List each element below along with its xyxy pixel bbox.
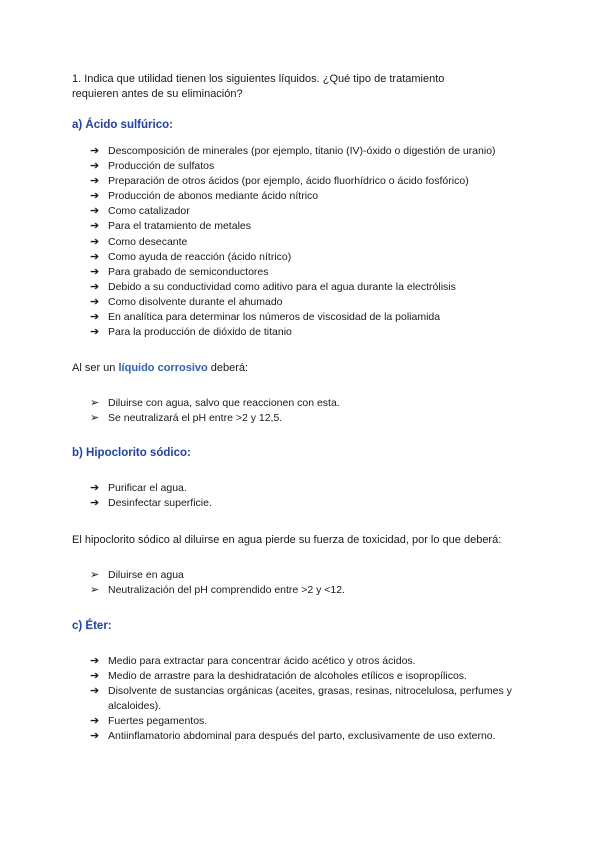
list-item — [90, 481, 530, 496]
arrow-bullet-icon: ➔ — [90, 670, 100, 683]
list-item-text: Neutralización del pH comprendido entre >2 y <12. — [108, 584, 345, 597]
list-item — [90, 396, 530, 411]
arrow-bullet-icon: ➔ — [90, 311, 100, 324]
chevron-bullet-icon: ➢ — [90, 584, 100, 597]
section-c-uses-list — [90, 654, 530, 745]
section-a-uses-list — [90, 144, 530, 340]
chevron-bullet-icon: ➢ — [90, 569, 100, 581]
list-item-text: Producción de abonos mediante ácido nítrico — [108, 190, 319, 203]
list-item-text: Antiinflamatorio abdominal para después del parto, exclusivamente de uso externo. — [108, 730, 496, 743]
note-text-after: deberá: — [210, 362, 249, 374]
list-item — [90, 174, 530, 189]
list-item-text: Disolvente de sustancias orgánicas (aceites, grasas, resinas, nitrocelulosa, perfumes y alcaloides). — [108, 685, 512, 713]
list-item — [90, 295, 530, 310]
section-b-uses-list — [90, 481, 530, 511]
list-item-text: Como disolvente durante el ahumado — [108, 295, 283, 308]
list-item — [90, 568, 530, 583]
arrow-bullet-icon: ➔ — [90, 220, 100, 233]
list-item-text: Medio para extractar para concentrar ácido acético y otros ácidos. — [108, 655, 416, 667]
list-item-text: Para grabado de semiconductores — [108, 265, 269, 278]
section-c-heading: c) Éter: — [72, 620, 112, 632]
chevron-bullet-icon: ➢ — [90, 397, 100, 409]
arrow-bullet-icon: ➔ — [90, 145, 100, 157]
list-item-text: Preparación de otros ácidos (por ejemplo, ácido fluorhídrico o ácido fosfórico) — [108, 175, 469, 188]
list-item — [90, 250, 530, 265]
list-item-text: En analítica para determinar los números de viscosidad de la poliamida — [108, 311, 441, 324]
list-item — [90, 204, 530, 219]
arrow-bullet-icon: ➔ — [90, 497, 100, 510]
list-item-text: Producción de sulfatos — [108, 160, 215, 173]
list-item-text: Diluirse en agua — [108, 569, 184, 581]
arrow-bullet-icon: ➔ — [90, 482, 100, 494]
list-item-text: Purificar el agua. — [108, 482, 187, 494]
list-item-text: Para el tratamiento de metales — [108, 220, 251, 233]
list-item — [90, 280, 530, 295]
list-item — [90, 235, 530, 250]
list-item-text: Se neutralizará el pH entre >2 y 12,5. — [108, 412, 283, 425]
arrow-bullet-icon: ➔ — [90, 715, 100, 728]
list-item — [90, 583, 530, 598]
list-item — [90, 265, 530, 280]
note-highlight: líquido corrosivo — [118, 362, 208, 374]
arrow-bullet-icon: ➔ — [90, 250, 100, 263]
list-item-text: Diluirse con agua, salvo que reaccionen con esta. — [108, 397, 340, 409]
list-item — [90, 684, 530, 714]
list-item-text: Para la producción de dióxido de titanio — [108, 326, 292, 339]
note-text-before: Al ser un — [72, 362, 116, 374]
section-a-note — [72, 361, 542, 376]
list-item — [90, 144, 530, 159]
list-item — [90, 219, 530, 234]
list-item-text: Descomposición de minerales (por ejemplo, titanio (IV)-óxido o digestión de uranio) — [108, 145, 496, 157]
list-item — [90, 310, 530, 325]
section-b-note: El hipoclorito sódico al diluirse en agua pierde su fuerza de toxicidad, por lo que deberá: — [72, 534, 502, 546]
arrow-bullet-icon: ➔ — [90, 685, 100, 698]
list-item — [90, 669, 530, 684]
list-item — [90, 729, 530, 744]
section-b-heading: b) Hipoclorito sódico: — [72, 447, 191, 459]
arrow-bullet-icon: ➔ — [90, 655, 100, 667]
arrow-bullet-icon: ➔ — [90, 730, 100, 743]
section-b-treatment-list — [90, 568, 530, 598]
list-item-text: Debido a su conductividad como aditivo para el agua durante la electrólisis — [108, 280, 456, 293]
arrow-bullet-icon: ➔ — [90, 190, 100, 203]
arrow-bullet-icon: ➔ — [90, 160, 100, 173]
chevron-bullet-icon: ➢ — [90, 412, 100, 425]
list-item — [90, 714, 530, 729]
list-item-text: Como desecante — [108, 235, 188, 248]
arrow-bullet-icon: ➔ — [90, 205, 100, 218]
list-item-text: Desinfectar superficie. — [108, 497, 212, 510]
list-item-text: Fuertes pegamentos. — [108, 715, 208, 728]
list-item — [90, 325, 530, 340]
list-item — [90, 189, 530, 204]
arrow-bullet-icon: ➔ — [90, 295, 100, 308]
arrow-bullet-icon: ➔ — [90, 235, 100, 248]
list-item — [90, 496, 530, 511]
arrow-bullet-icon: ➔ — [90, 265, 100, 278]
list-item-text: Como ayuda de reacción (ácido nítrico) — [108, 250, 292, 263]
section-a-treatment-list — [90, 396, 530, 426]
list-item — [90, 159, 530, 174]
section-a-heading: a) Ácido sulfúrico: — [72, 119, 173, 131]
list-item — [90, 411, 530, 426]
arrow-bullet-icon: ➔ — [90, 326, 100, 339]
list-item — [90, 654, 530, 669]
arrow-bullet-icon: ➔ — [90, 280, 100, 293]
arrow-bullet-icon: ➔ — [90, 175, 100, 188]
list-item-text: Como catalizador — [108, 205, 190, 218]
question-intro: 1. Indica que utilidad tienen los siguientes líquidos. ¿Qué tipo de tratamiento requieren antes de su eliminación? — [72, 73, 445, 100]
list-item-text: Medio de arrastre para la deshidratación de alcoholes etílicos e isopropílicos. — [108, 670, 467, 683]
